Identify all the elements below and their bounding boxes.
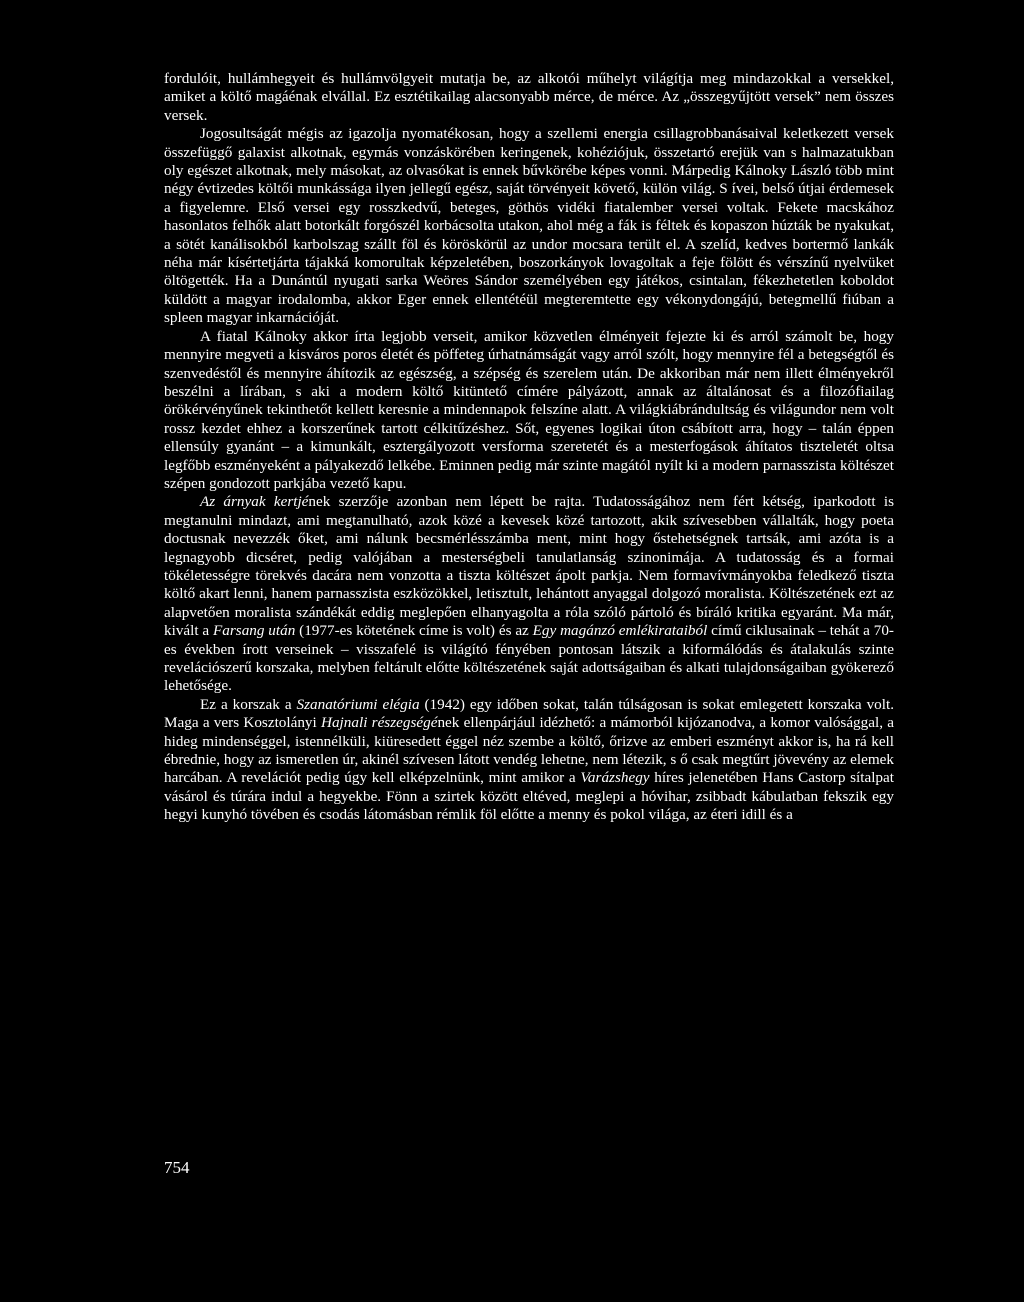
page-text [164, 70, 894, 825]
text-run: Jogosultságát mégis az igazolja nyomatékosan, hogy a szellemi energia csillagrobbanásaival keletkezett versek összefüggő galaxist alkotnak, egymás vonzáskörében keringenek, kohéziójuk, összetartó erejük van s halmazatukban oly egészet alkotnak, mely másokat, az olvasókat is ennek bűvkörébe képes vonni. Márpedig Kálnoky László több mint négy évtizedes költői munkássága ilyen jellegű egész, saját törvényeit követő, külön világ. S ívei, belső útjai érdemesek a figyelemre. Első versei egy rosszkedvű, beteges, göthös vidéki fiatalember versei voltak. Fekete macskához hasonlatos felhők alatt botorkált forgószél korbácsolta utakon, ahol még a fák is féltek és kopaszon húzták be nyakukat, a sötét kanálisokból karbolszag szállt föl és köröskörül az undor mocsara terült el. A szelíd, kedves bortermő lankák néha már kísértetjárta tájakká komorultak képzeletében, boszorkányok lovagoltak a feje fölött és vérszínű nyelvüket öltögették. Ha a Dunántúl nyugati sarka Weöres Sándor személyében egy játékos, csintalan, fékezhetetlen koboldot küldött a magyar irodalomba, akkor Eger ennek ellentétéül megteremtette egy vékonydongájú, betegmellű fiúban a spleen magyar inkarnációját. [164, 125, 894, 327]
text-run: nek ellenpárjául idézhető: a mámorból kijózanodva, a komor valósággal, a hideg mindenséggel, istennélküli, kiüresedett éggel néz szembe a költő, őrizve az emberi eszményt akkor is, ha rá kell ébrednie, hogy az ismeretlen úr, akinél szívesen látott vendég lehetne, nem létezik, s ő csak megtűrt jövevény az elemek harcában. A revelációt pedig úgy kell elképzelnünk, mint amikor a [164, 714, 894, 787]
paragraph [164, 70, 894, 125]
italic-title: Hajnali részegségé [321, 714, 438, 732]
paragraph [164, 125, 894, 327]
paragraph [164, 493, 894, 695]
paragraph [164, 328, 894, 494]
paragraph [164, 696, 894, 825]
page-number: 754 [164, 1158, 190, 1177]
italic-title: Az árnyak kertjé [200, 493, 309, 511]
text-run: Ez a korszak a [200, 695, 297, 713]
text-run: A fiatal Kálnoky akkor írta legjobb verseit, amikor közvetlen élményeit fejezte ki és arról számolt be, hogy mennyire megveti a kisváros poros életét és pöffeteg úrhatnámságát vagy arról szólt, hogy mennyire fél a betegségtől és szenvedéstől és mennyire áhítozik az egészség, a szépség és szerelem után. De akkoriban már nem illett élményekről beszélni a lírában, s aki a modern költő kitüntető címére pályázott, annak az általánosat és a filozófiailag örökérvényűnek tekinthetőt kellett keresnie a mindennapok felszíne alatt. A világkiábrándultság és világundor nem volt rossz kezdet ehhez a korszerűnek tartott célkitűzéshez. Sőt, egyenes logikai úton csábított arra, hogy – talán éppen ellensúly gyanánt – a kimunkált, esztergályozott versforma szeretetét és a mesterfogások áhítatos tiszteletét oltsa legfőbb eszményeként a pályakezdő lelkébe. Eminnen pedig már szinte magától nyílt ki a modern parnasszista költészet szépen gondozott parkjába vezető kapu. [164, 327, 894, 492]
text-run: (1942) egy időben sokat, talán túlságosan is sokat emlegetett korszaka volt. Maga a vers Kosztolányi [164, 695, 894, 732]
text-run: fordulóit, hullámhegyeit és hullámvölgyeit mutatja be, az alkotói műhelyt világítja meg mindazokkal a versekkel, amiket a költő magáénak elvállal. Ez esztétikailag alacsonyabb mérce, de mérce. Az „összegyűjtött versek” nem összes versek. [164, 70, 894, 124]
italic-title: Farsang után [213, 622, 296, 640]
text-run: című ciklusainak – tehát a 70-es években írott verseinek – visszafelé is világító fényében pontosan látszik a kiformálódás és átalakulás szinte revelációszerű korszaka, melyben feltárult előtte költészetének saját adottságaiban és alkati tulajdonságaiban gyökerező lehetősége. [164, 622, 894, 695]
italic-title: Szanatóriumi elégia [296, 695, 420, 713]
text-run: (1977-es kötetének címe is volt) és az [295, 622, 533, 640]
italic-title: Egy magánzó emlékirataiból [532, 622, 708, 640]
text-run: híres jelenetében Hans Castorp sítalpat vásárol és túrára indul a hegyekbe. Fönn a szirtek között eltéved, meglepi a hóvihar, zsibbadt kábulatban fekszik egy hegyi kunyhó tövében és csodás látomásban rémlik föl előtte a menny és pokol világa, az éteri idill és a [164, 769, 894, 824]
text-run: nek szerzője azonban nem lépett be rajta. Tudatosságához nem fért kétség, iparkodott is megtanulni mindazt, ami megtanulható, azok közé a kevesek közé tartozott, akik szívesebben vállalták, hogy poeta doctusnak nevezzék őket, ami nálunk becsmérlésszámba ment, mint hogy őstehetségnek tartsák, ami azóta is a legnagyobb dicséret, pedig valójában a mesterségbeli tanulatlanság szinonimája. A tudatosság és a formai tökéletességre törekvés dacára nem vonzotta a tiszta költészet ápolt parkja. Nem formavívmányokba feledkező tiszta költő akart lenni, hanem parnasszista eszközökkel, letisztult, lehántott anyaggal dolgozó moralista. Költészetének ezt az alapvetően moralista szándékát eddig meglepően elhanyagolta a róla szóló pártoló és bíráló kritika egyaránt. Ma már, kivált a [164, 493, 894, 640]
italic-title: Varázshegy [580, 769, 650, 787]
